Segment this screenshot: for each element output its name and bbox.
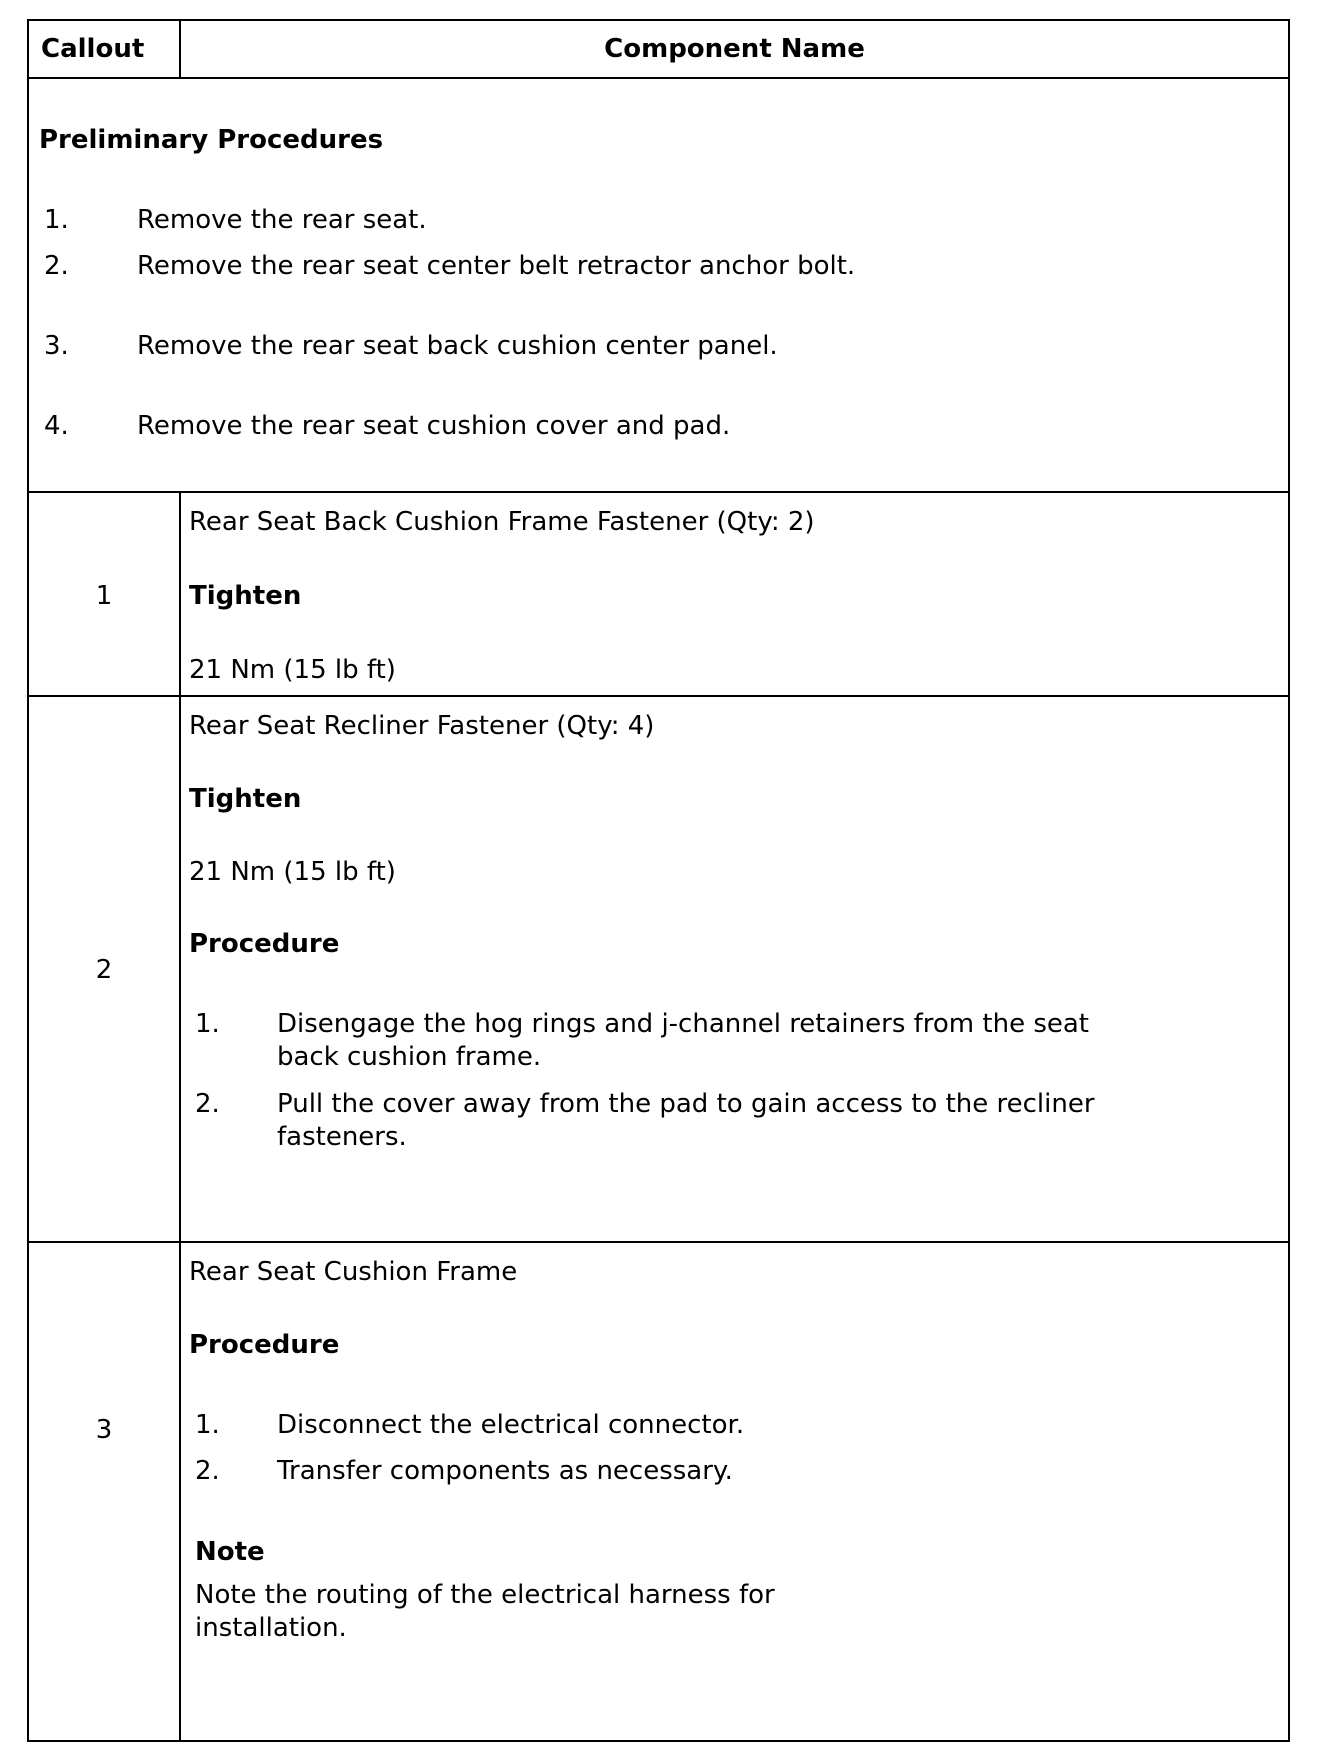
procedure-step-text: back cushion frame. bbox=[277, 1042, 542, 1072]
note-text: installation. bbox=[195, 1613, 347, 1643]
preliminary-step-number: 3. bbox=[44, 331, 69, 361]
row1-bottom-rule bbox=[29, 695, 1288, 697]
torque-value: 21 Nm (15 lb ft) bbox=[189, 655, 396, 685]
procedure-step-text: Disengage the hog rings and j-channel retainers from the seat bbox=[277, 1009, 1090, 1039]
preliminary-step-number: 4. bbox=[44, 411, 69, 441]
note-text: Note the routing of the electrical harness for bbox=[195, 1580, 775, 1610]
component-name: Rear Seat Back Cushion Frame Fastener (Qty: 2) bbox=[189, 507, 815, 537]
preliminary-step-text: Remove the rear seat center belt retractor anchor bolt. bbox=[137, 251, 856, 281]
preliminary-step-number: 2. bbox=[44, 251, 69, 281]
procedure-table bbox=[27, 19, 1290, 1742]
component-name: Rear Seat Cushion Frame bbox=[189, 1257, 518, 1287]
torque-value: 21 Nm (15 lb ft) bbox=[189, 857, 396, 887]
tighten-label: Tighten bbox=[189, 581, 302, 611]
component-name: Rear Seat Recliner Fastener (Qty: 4) bbox=[189, 711, 655, 741]
procedure-step-text: Transfer components as necessary. bbox=[277, 1456, 733, 1486]
procedure-step-text: Pull the cover away from the pad to gain access to the recliner bbox=[277, 1089, 1095, 1119]
procedure-step-text: fasteners. bbox=[277, 1122, 407, 1152]
procedure-label: Procedure bbox=[189, 1330, 340, 1360]
procedure-label: Procedure bbox=[189, 929, 340, 959]
preliminary-title: Preliminary Procedures bbox=[39, 125, 384, 155]
procedure-step-number: 1. bbox=[195, 1009, 220, 1039]
preliminary-step-text: Remove the rear seat. bbox=[137, 205, 427, 235]
preliminary-step-text: Remove the rear seat cushion cover and pad. bbox=[137, 411, 731, 441]
callout-number: 2 bbox=[95, 955, 113, 985]
procedure-step-text: Disconnect the electrical connector. bbox=[277, 1410, 745, 1440]
procedure-step-number: 2. bbox=[195, 1089, 220, 1119]
callout-number: 3 bbox=[95, 1415, 113, 1445]
procedure-step-number: 2. bbox=[195, 1456, 220, 1486]
preliminary-bottom-rule bbox=[29, 491, 1288, 493]
preliminary-step-text: Remove the rear seat back cushion center panel. bbox=[137, 331, 778, 361]
callout-number: 1 bbox=[95, 581, 113, 611]
header-component-name: Component Name bbox=[604, 34, 865, 64]
tighten-label: Tighten bbox=[189, 784, 302, 814]
header-callout: Callout bbox=[41, 34, 145, 64]
procedure-step-number: 1. bbox=[195, 1410, 220, 1440]
column-divider-body bbox=[179, 491, 181, 1742]
preliminary-step-number: 1. bbox=[44, 205, 69, 235]
header-bottom-rule bbox=[29, 77, 1288, 79]
row2-bottom-rule bbox=[29, 1241, 1288, 1243]
note-label: Note bbox=[195, 1537, 265, 1567]
